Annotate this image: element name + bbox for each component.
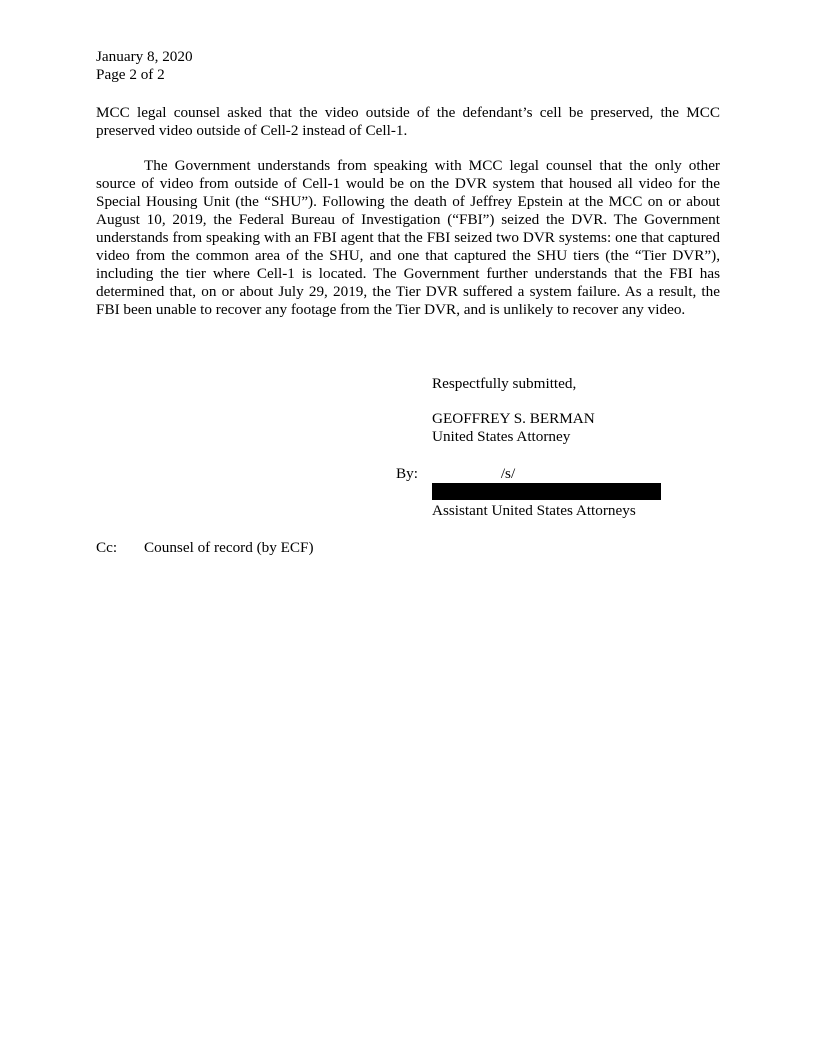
signer-title: United States Attorney <box>432 428 571 445</box>
redaction-block <box>432 483 661 500</box>
cc-recipients: Counsel of record (by ECF) <box>144 539 314 556</box>
by-label: By: <box>396 465 418 482</box>
body-paragraph-1: MCC legal counsel asked that the video outside of the defendant’s cell be preserved, the MCC preserved video outside of Cell-2 instead of Cell-1. <box>96 104 720 139</box>
signer-name: GEOFFREY S. BERMAN <box>432 410 595 427</box>
closing-line: Respectfully submitted, <box>432 375 577 392</box>
signature-line <box>432 465 576 484</box>
body-paragraph-2: The Government understands from speaking with MCC legal counsel that the only other source of video from outside of Cell-1 would be on the DVR system that housed all video for the Special Housing Unit (the “SHU”). Following the death of Jeffrey Epstein at the MCC on or about August 10, 2019, the Federal Bureau of Investigation (“FBI”) seized the DVR. The Government understands from speaking with an FBI agent that the FBI seized two DVR systems: one that captured video from the common area of the SHU, and one that captured the SHU tiers (the “Tier DVR”), including the tier where Cell-1 is located. The Government further understands that the FBI has determined that, on or about July 29, 2019, the Tier DVR suffered a system failure. As a result, the FBI been unable to recover any footage from the Tier DVR, and is unlikely to recover any video. <box>96 157 720 318</box>
letter-header <box>96 48 193 84</box>
letter-date: January 8, 2020 <box>96 48 193 65</box>
cc-label: Cc: <box>96 539 118 556</box>
signature-mark: /s/ <box>500 465 516 482</box>
signer-role: Assistant United States Attorneys <box>432 502 636 519</box>
page-number: Page 2 of 2 <box>96 66 165 83</box>
